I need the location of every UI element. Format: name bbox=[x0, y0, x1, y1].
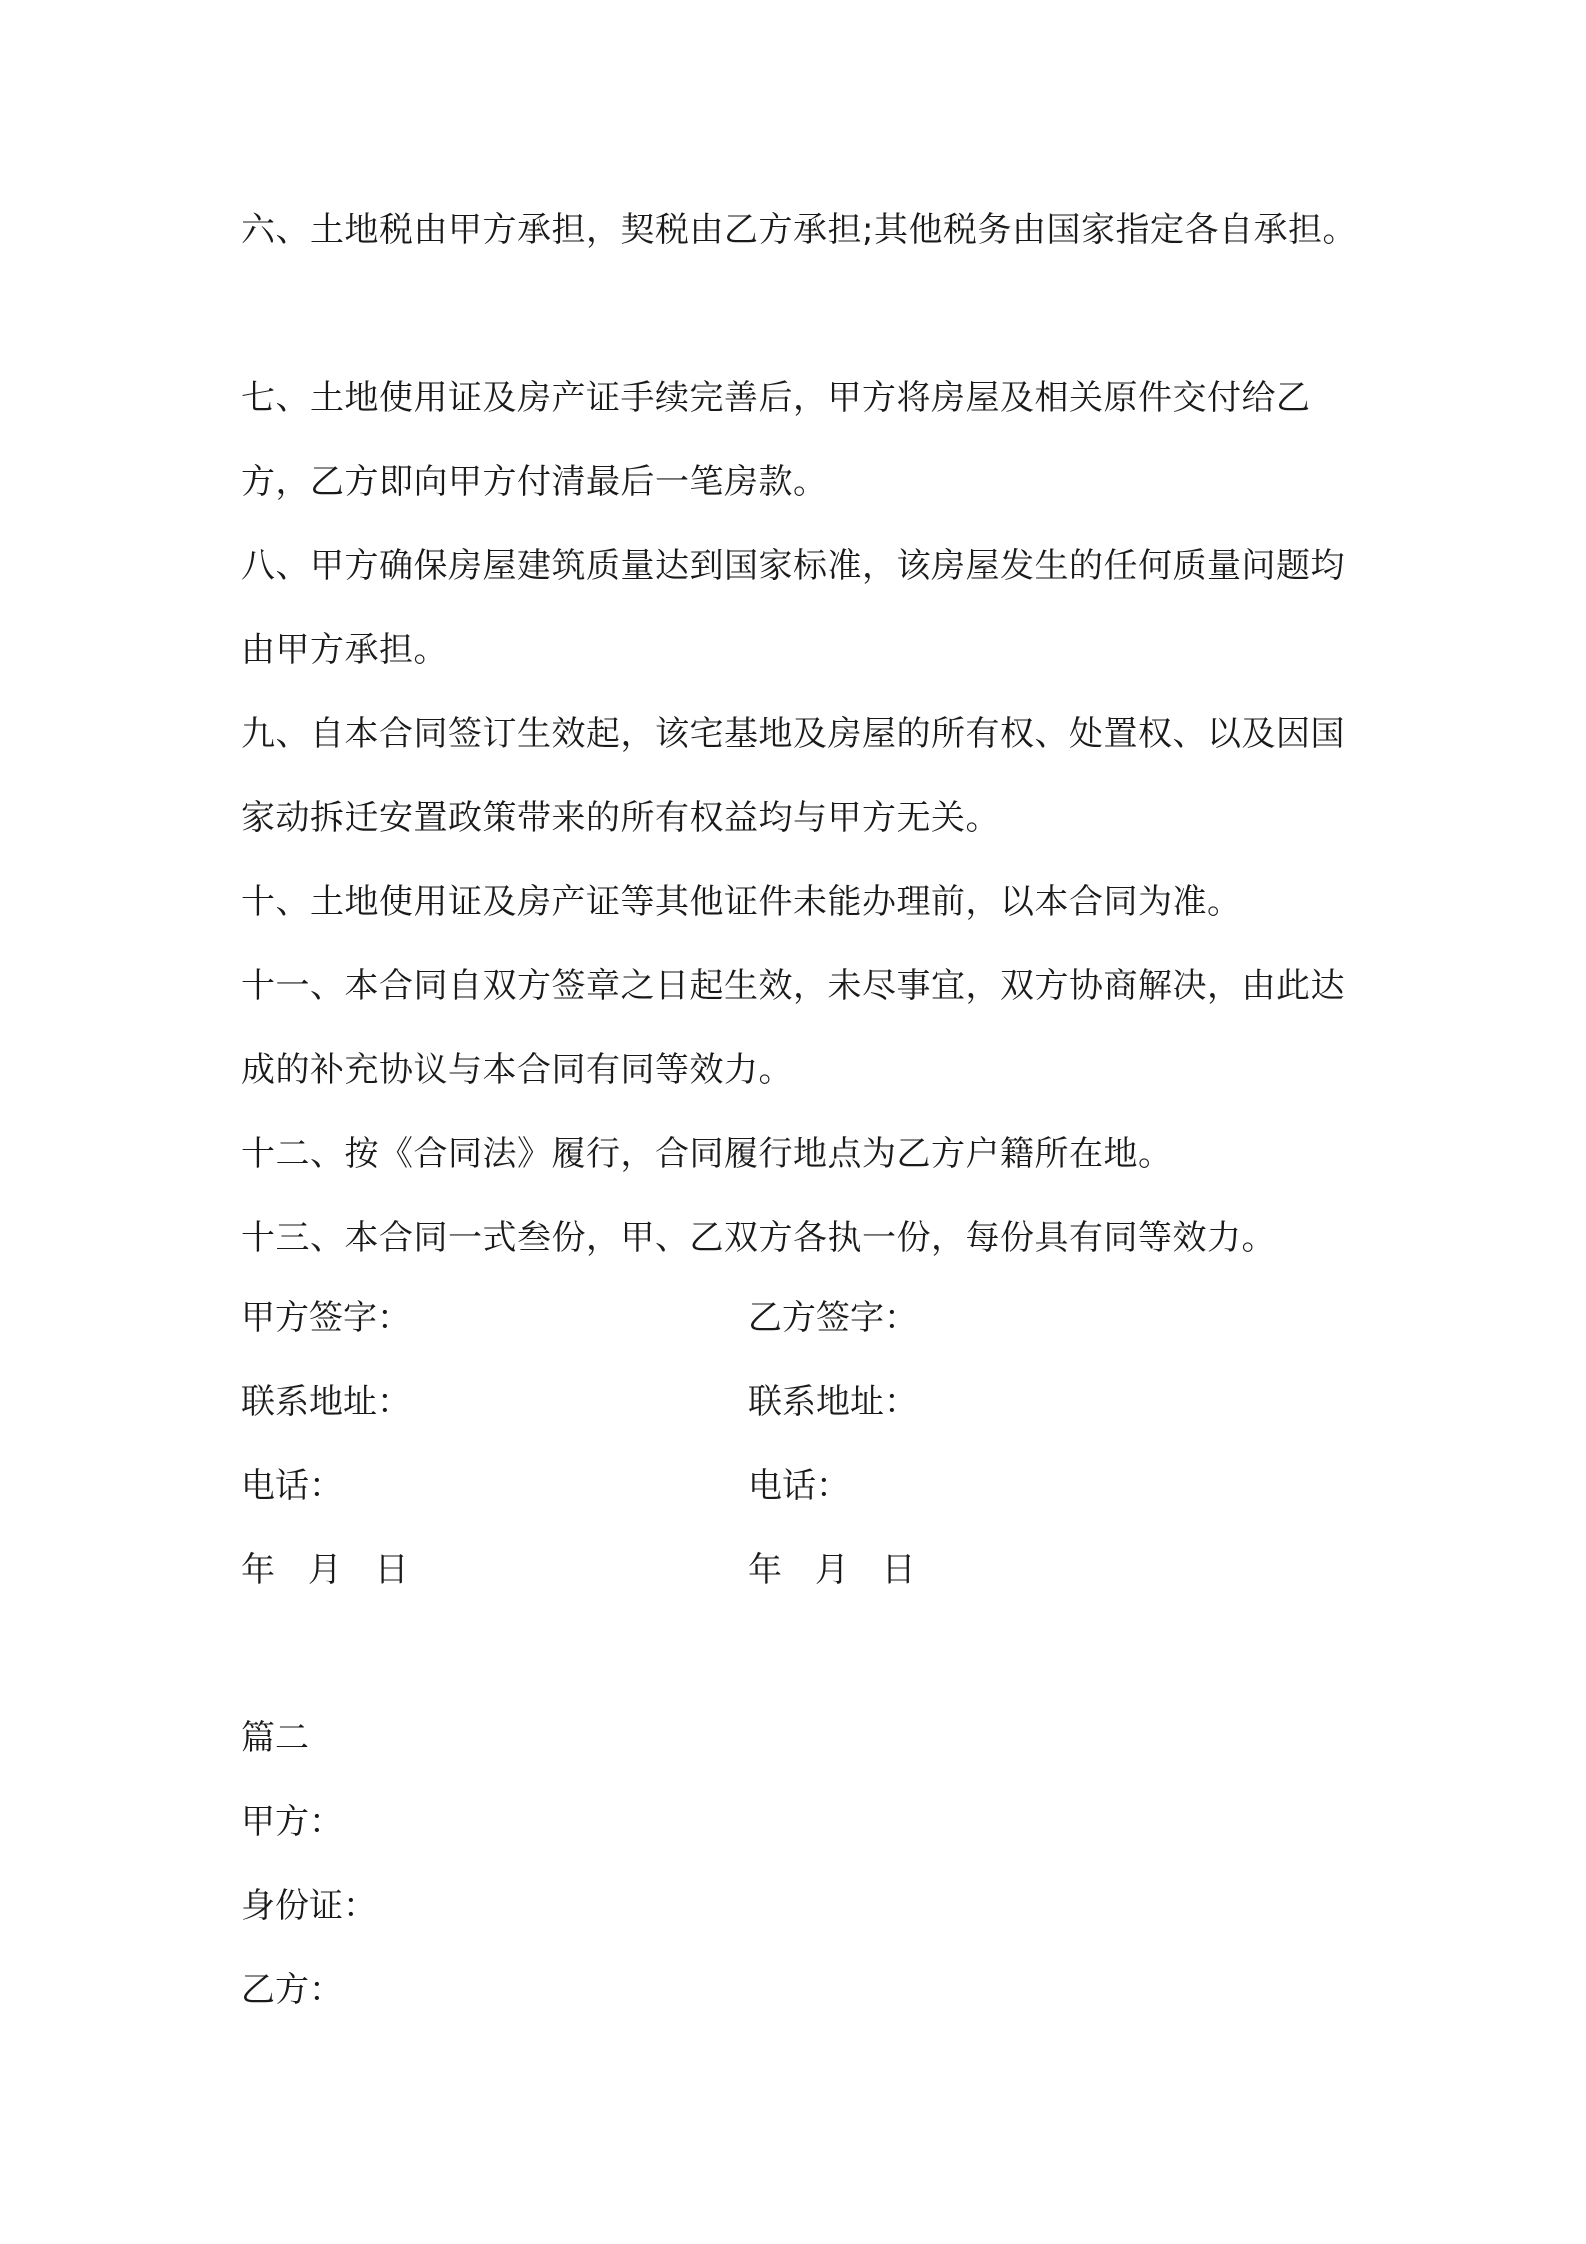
clause-9: 九、自本合同签订生效起，该宅基地及房屋的所有权、处置权、以及因国家动拆迁安置政策带来的所有权益均与甲方无关。 bbox=[241, 714, 1345, 838]
party-b-address-label: 联系地址： bbox=[748, 1382, 918, 1422]
section-2-id-card-label: 身份证： bbox=[241, 1886, 377, 1926]
clause-10: 十、土地使用证及房产证等其他证件未能办理前，以本合同为准。 bbox=[241, 882, 1242, 922]
party-a-month-label: 月 bbox=[307, 1550, 342, 1590]
party-a-day-label: 日 bbox=[374, 1550, 409, 1590]
clause-7: 七、土地使用证及房产证手续完善后，甲方将房屋及相关原件交付给乙方，乙方即向甲方付清最后一笔房款。 bbox=[241, 378, 1311, 502]
party-a-phone-label: 电话： bbox=[241, 1466, 343, 1506]
clause-11: 十一、本合同自双方签章之日起生效，未尽事宜，双方协商解决，由此达成的补充协议与本合同有同等效力。 bbox=[241, 966, 1345, 1090]
party-b-day-label: 日 bbox=[881, 1550, 916, 1590]
party-a-address-label: 联系地址： bbox=[241, 1382, 411, 1422]
party-b-phone-label: 电话： bbox=[748, 1466, 850, 1506]
section-2-party-b-label: 乙方： bbox=[241, 1970, 343, 2010]
clause-6: 六、土地税由甲方承担，契税由乙方承担;其他税务由国家指定各自承担。 bbox=[241, 210, 1357, 250]
clause-8: 八、甲方确保房屋建筑质量达到国家标准，该房屋发生的任何质量问题均由甲方承担。 bbox=[241, 546, 1345, 670]
section-2-party-a-label: 甲方： bbox=[241, 1802, 343, 1842]
party-b-date bbox=[748, 1550, 916, 1590]
party-b-month-label: 月 bbox=[814, 1550, 849, 1590]
party-a-signature-label: 甲方签字： bbox=[241, 1298, 411, 1338]
clause-13: 十三、本合同一式叁份，甲、乙双方各执一份，每份具有同等效力。 bbox=[241, 1218, 1276, 1258]
party-a-year-label: 年 bbox=[241, 1550, 275, 1590]
clause-12: 十二、按《合同法》履行，合同履行地点为乙方户籍所在地。 bbox=[241, 1134, 1173, 1174]
section-2-title: 篇二 bbox=[241, 1718, 309, 1758]
party-b-signature-label: 乙方签字： bbox=[748, 1298, 918, 1338]
party-b-year-label: 年 bbox=[748, 1550, 782, 1590]
party-a-date bbox=[241, 1550, 409, 1590]
